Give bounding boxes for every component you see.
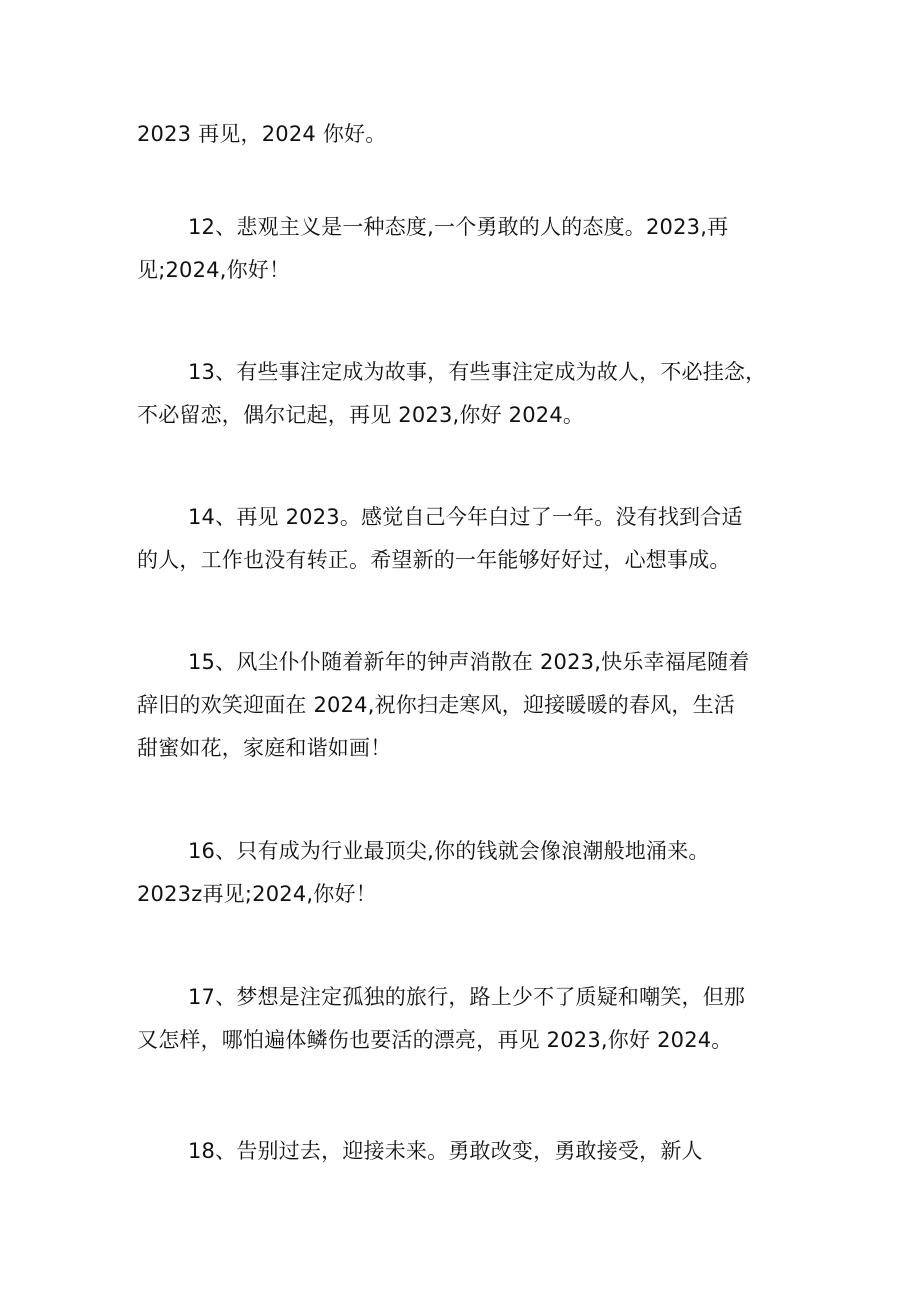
paragraph-line: 13、有些事注定成为故事，有些事注定成为故人，不必挂念， (188, 360, 767, 384)
paragraph-line: 又怎样，哪怕遍体鳞伤也要活的漂亮，再见 2023,你好 2024。 (137, 1028, 733, 1052)
paragraph-line: 18、告别过去，迎接未来。勇敢改变，勇敢接受，新人 (188, 1139, 703, 1163)
paragraph-line: 15、风尘仆仆随着新年的钟声消散在 2023,快乐幸福尾随着 (188, 650, 750, 674)
paragraph-18 (137, 1130, 787, 1173)
paragraph-line: 2023z再见;2024,你好！ (137, 882, 377, 906)
paragraph-line: 不必留恋，偶尔记起，再见 2023,你好 2024。 (137, 403, 585, 427)
paragraph-line: 甜蜜如花，家庭和谐如画！ (137, 736, 392, 760)
paragraph-line: 17、梦想是注定孤独的旅行，路上少不了质疑和嘲笑，但那 (188, 985, 746, 1009)
paragraph-line: 的人，工作也没有转正。希望新的一年能够好好过，心想事成。 (137, 548, 731, 572)
paragraph-16 (137, 830, 787, 916)
paragraph-line: 见;2024,你好！ (137, 258, 291, 282)
paragraph-12 (137, 206, 787, 292)
paragraph-11 (137, 113, 787, 156)
paragraph-line: 2023 再见，2024 你好。 (137, 122, 387, 146)
paragraph-line: 12、悲观主义是一种态度,一个勇敢的人的态度。2023,再 (188, 215, 729, 239)
paragraph-line: 16、只有成为行业最顶尖,你的钱就会像浪潮般地涌来。 (188, 839, 710, 863)
paragraph-15 (137, 641, 787, 770)
paragraph-line: 辞旧的欢笑迎面在 2024,祝你扫走寒风，迎接暖暖的春风，生活 (137, 693, 735, 717)
paragraph-17 (137, 976, 787, 1062)
paragraph-14 (137, 496, 787, 582)
paragraph-line: 14、再见 2023。感觉自己今年白过了一年。没有找到合适 (188, 505, 743, 529)
paragraph-13 (137, 351, 787, 437)
